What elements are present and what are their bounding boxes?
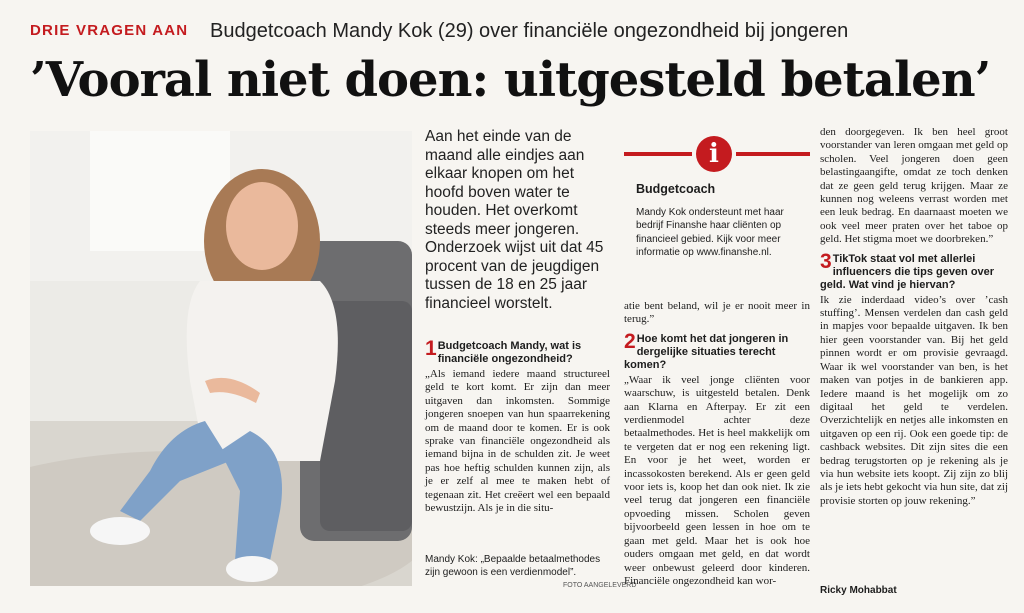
column-3 — [820, 126, 1008, 508]
question-2: 2 Hoe komt het dat jongeren in dergelijke situaties terecht komen? — [624, 329, 789, 371]
info-rule-right — [736, 152, 810, 156]
answer-1-rest: atie bent beland, wil je er nooit meer in terug.” — [624, 300, 810, 326]
answer-2-rest: den doorgegeven. Ik ben heel groot voorstander van leren omgaan met geld op scholen. Veel jongeren doen geen belastingaangifte, omdat ze toch denken dat ze geen geld terug krijgen. Maar ze kunnen nog weleens verrast worden met een leuk bedrag. En daarnaast moeten we ook veel meer praten over het taboe op geld. Het stigma moet we doorbreken.” — [820, 126, 1008, 246]
subhead: Budgetcoach Mandy Kok (29) over financiële ongezondheid bij jongeren — [210, 20, 849, 42]
portrait-photo — [30, 131, 412, 586]
intro-text: Aan het einde van de maand alle eindjes aan elkaar knopen om het hoofd boven water te houden. Het overkomt steeds meer jongeren. Onderzoek wijst uit dat 45 procent van de jeugdigen tussen de 18 en 25 jaar financieel worstelt. — [425, 128, 604, 312]
info-rule-left — [624, 152, 692, 156]
kicker: DRIE VRAGEN AAN — [30, 22, 189, 39]
headline: ’Vooral niet doen: uitgesteld betalen’ — [30, 52, 991, 108]
info-icon: i — [696, 136, 732, 172]
photo-caption: Mandy Kok: „Bepaalde betaalmethodes zijn gewoon is een verdienmodel”. — [425, 554, 601, 578]
info-title: Budgetcoach — [636, 182, 716, 196]
info-body: Mandy Kok ondersteunt met haar bedrijf Finanshe haar cliënten op financieel gebied. Kijk voor meer informatie op www.finanshe.nl. — [636, 207, 784, 259]
author-byline: Ricky Mohabbat — [820, 585, 897, 596]
column-2 — [624, 300, 810, 588]
question-3: 3 TikTok staat vol met allerlei influencers die tips geven over geld. Wat vind je hiervan? — [820, 249, 995, 291]
answer-1-part: „Als iemand iedere maand structureel geld te kort komt. Er zijn dan meer uitgaven dan inkomsten. Sommige jongeren snoepen van hun spaarrekening om de maand door te komen. Er is ook sprake van financiële ongezondheid als iemand bijna in de schulden zit. Je weet pas hoe heftig schulden kunnen zijn, als je er zelf al mee te maken hebt of tegenaan zit. Het creëert wel een bepaald bewustzijn. Als je in die situ- — [425, 368, 610, 515]
photo-credit: FOTO AANGELEVERD — [563, 582, 637, 589]
answer-3: Ik zie inderdaad video’s over ’cash stuffing’. Mensen verdelen dan cash geld in mapjes voor bepaalde uitgaven. Ik ben hier geen voorstander van. Bij het geld pinnen wordt er om provisie gevraagd. Waar ik wel voorstander van ben, is het maken van potjes in de bankieren app. Iedere maand is het mogelijk om zo digitaal het geld te verdelen. Overzichtelijk en netjes alle inkomsten en uitgaven op een rij. Ook een goede tip: de cashback websites. Dit zijn sites die een bedrag terugstorten op je rekening als je via hun website iets koopt. Zij zijn zo blij als je iets hebt gekocht via hun site, dat zij provisie storten op jouw rekening.” — [820, 293, 1008, 507]
question-1: 1 Budgetcoach Mandy, wat is financiële ongezondheid? — [425, 337, 582, 365]
answer-2-part: „Waar ik veel jonge cliënten voor waarschuw, is uitgesteld betalen. Denk aan Klarna en Afterpay. Er zit een verdienmodel achter deze betaalmethodes. Het is heel makkelijk om te vergeten dat er nog een rekening ligt. En voor je het weet, worden er incassokosten berekend. Als er geen geld voor iets is, koop het dan ook niet. Ik zie veel terug dat jongeren een financiële opvoeding missen. Scholen geven bijvoorbeeld geen lessen in hoe om te gaan met geld. Maar het is ook hoe ouders omgaan met geld, en dat wordt weer onbewust geleerd door kinderen. Financiële ongezondheid kan wor- — [624, 373, 810, 587]
photo-illustration — [30, 131, 412, 586]
column-1 — [425, 337, 610, 515]
